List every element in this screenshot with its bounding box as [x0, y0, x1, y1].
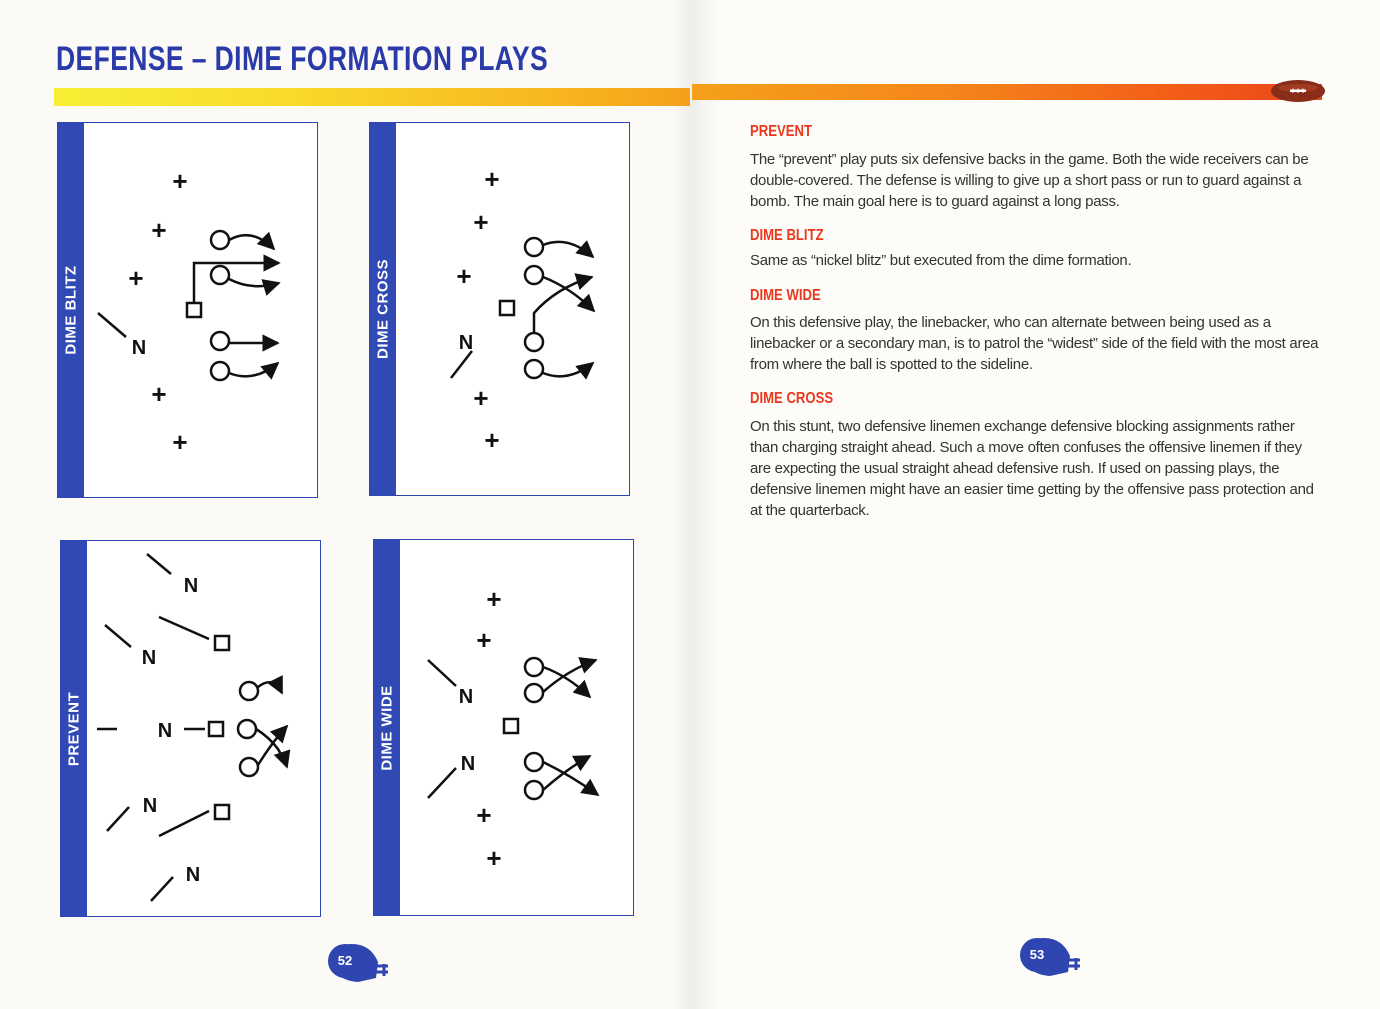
section-heading-dime-wide: DIME WIDE	[750, 287, 821, 304]
play-diagram-prevent	[87, 541, 319, 916]
section-body-dime-wide: On this defensive play, the linebacker, who can alternate between being used as a linebacker or a secondary man, is to patrol the “widest” side of the field with the most area from where the ball is spotted to the sideline.	[750, 314, 1319, 373]
diagram-label: DIME WIDE	[378, 684, 396, 771]
diagram-prevent	[60, 540, 321, 917]
defender-symbol: +	[476, 625, 492, 655]
title-rule-left	[54, 88, 690, 106]
linebacker-symbol: N	[142, 795, 158, 817]
defender-symbol: +	[473, 207, 489, 237]
defender-symbol: +	[151, 379, 167, 409]
diagram-label: DIME CROSS	[374, 258, 392, 360]
diagram-dime-wide	[373, 539, 634, 916]
section-body-dime-cross: On this stunt, two defensive linemen exchange defensive blocking assignments rather than charging straight ahead. Such a move often confuses the offensive linemen if they are expecting the usual straight ahead defensive rush. If used on passing plays, the defensive linemen might have an easier time getting by the offensive pass protection and at the quarterback.	[750, 418, 1314, 519]
page-number: 53	[1020, 938, 1054, 972]
linebacker-symbol: N	[458, 332, 474, 354]
page-number-right	[1020, 934, 1084, 986]
defender-symbol: +	[486, 584, 502, 614]
football-icon	[1270, 79, 1326, 103]
play-diagram-dime-cross	[396, 123, 628, 495]
linebacker-symbol: N	[185, 864, 201, 886]
diagram-label-bar	[374, 540, 400, 915]
linebacker-symbol: N	[141, 647, 157, 669]
defender-symbol: +	[473, 383, 489, 413]
play-diagram-dime-blitz	[84, 123, 316, 497]
diagram-dime-cross	[369, 122, 630, 496]
diagram-label: DIME BLITZ	[62, 265, 80, 355]
book-gutter	[672, 0, 722, 1009]
section-heading-prevent: PREVENT	[750, 123, 812, 140]
defender-symbol: +	[172, 427, 188, 457]
play-diagram-dime-wide	[400, 540, 632, 915]
page-number-left	[328, 940, 392, 992]
defender-symbol: +	[456, 261, 472, 291]
diagram-dime-blitz	[57, 122, 318, 498]
defender-symbol: +	[484, 164, 500, 194]
section-heading-dime-blitz: DIME BLITZ	[750, 227, 824, 244]
linebacker-symbol: N	[157, 720, 173, 742]
diagram-label-bar	[58, 123, 84, 497]
section-body-prevent: The “prevent” play puts six defensive backs in the game. Both the wide receivers can be double-covered. The defense is willing to give up a short pass or run to guard against a bomb. The main goal here is to guard against a long pass.	[750, 151, 1309, 210]
linebacker-symbol: N	[183, 575, 199, 597]
diagram-label: PREVENT	[65, 691, 83, 766]
defender-symbol: +	[484, 425, 500, 455]
diagram-label-bar	[370, 123, 396, 495]
section-heading-dime-cross: DIME CROSS	[750, 390, 834, 407]
linebacker-symbol: N	[458, 686, 474, 708]
section-body-dime-blitz: Same as “nickel blitz” but executed from the dime formation.	[750, 252, 1132, 269]
defender-symbol: +	[486, 843, 502, 873]
page-title: DEFENSE – DIME FORMATION PLAYS	[56, 40, 549, 78]
defender-symbol: +	[128, 263, 144, 293]
page-number: 52	[328, 944, 362, 978]
defender-symbol: +	[476, 800, 492, 830]
linebacker-symbol: N	[460, 753, 476, 775]
defender-symbol: +	[151, 215, 167, 245]
linebacker-symbol: N	[131, 337, 147, 359]
defender-symbol: +	[172, 166, 188, 196]
diagram-label-bar	[61, 541, 87, 916]
title-rule-right	[692, 84, 1322, 100]
